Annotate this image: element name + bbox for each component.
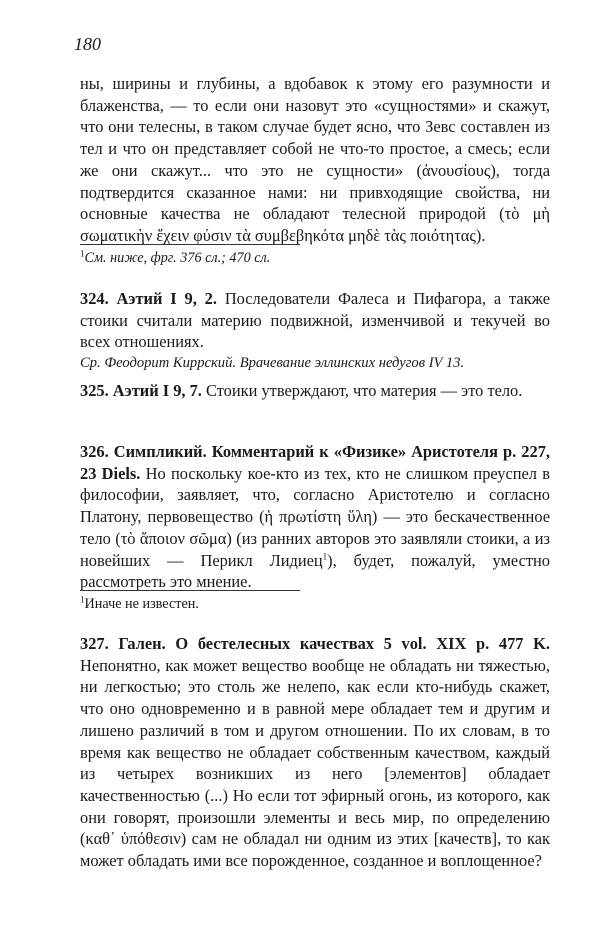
footnote xyxy=(80,249,550,268)
footnote-text: См. ниже, фрг. 376 сл.; 470 сл. xyxy=(84,250,271,266)
fragment-325-text: Стоики утверждают, что материя — это тело. xyxy=(206,381,523,400)
fragment-327 xyxy=(80,633,550,872)
continuation-paragraph xyxy=(80,73,550,247)
footnote-marker: 1 xyxy=(80,248,85,259)
footnote-2 xyxy=(80,595,550,614)
fragment-326-heading: 326. Симпликий. Комментарий к «Физике» Аристотеля p. 227, 23 Diels. xyxy=(80,442,550,483)
fragment-324-heading: 324. Аэтий I 9, 2. xyxy=(80,289,217,308)
fragment-326 xyxy=(80,441,550,593)
fragment-324-text: Последователи Фалеса и Пифагора, а также стоики считали материю подвижной, изменчивой и текучей во всех отношениях. xyxy=(80,289,550,352)
footnote-2-text: Иначе не известен. xyxy=(84,596,199,612)
fragment-324 xyxy=(80,288,550,373)
page-number: 180 xyxy=(74,34,101,54)
fragment-327-text: Непонятно, как может вещество вообще не обладать ни тяжестью, ни легкостью; это столь же нелепо, как если кто-нибудь скажет, что оно одновременно и в равной мере обладает тем и другим и лишено различий в том и другом отношении. По их словам, в то время как вещество не обладает собственным качеством, каждый из четырех возникших из него [элементов] обладает качественностью (...) Но если тот эфирный огонь, из которого, как они говорят, произошли элементы и весь мир, по определению (καθ᾽ ὑπόθεσιν) сам не обладал ни одним из этих [качеств], то как может обладать ими все порожденное, созданное и воплощенное? xyxy=(80,655,550,871)
fragment-325-heading: 325. Аэтий I 9, 7. xyxy=(80,381,202,400)
fragment-326-footnote-marker: 1 xyxy=(322,551,328,562)
fragment-324-paragraph xyxy=(80,288,550,353)
footnote-divider-2 xyxy=(80,590,300,591)
footnote-divider xyxy=(80,244,300,245)
fragment-324-reference: Ср. Феодорит Киррский. Врачевание эллинских недугов IV 13. xyxy=(80,355,465,372)
fragment-327-heading: 327. Гален. О бестелесных качествах 5 vol. XIX p. 477 K. xyxy=(80,634,550,653)
footnote-2-marker: 1 xyxy=(80,594,85,605)
continuation-text: ны, ширины и глубины, а вдобавок к этому его разумности и блаженства, — то если они назовут это «сущностями» и скажут, что они телесны, в таком случае будет ясно, что Зевс составлен из тел и что он представляет собой не что-то простое, а смесь; если же они скажут... что это не сущности» (ἀνουσίους), тогда подтвердится сказанное нами: ни привходящие свойства, ни основные качества не обладают телесной природой (τὸ μὴ σωματικὴν ἔχειν φύσιν τὰ συμβεβηκότα μηδὲ τὰς ποιότητας). xyxy=(80,74,550,245)
fragment-326-text-after: ), будет, пожалуй, уместно рассмотреть это мнение. xyxy=(80,550,550,592)
fragment-325 xyxy=(80,380,550,402)
fragment-326-text-before: Но поскольку кое-кто из тех, кто не слишком преуспел в философии, заявляет, что, согласно Аристотелю и согласно Платону, первовещество (ἡ πρωτίστη ὕλη) — это бескачественное тело (τὸ ἄποιον σῶμα) (из ранних авторов это заявляли стоики, а из новейших — Перикл Лидиец xyxy=(80,463,550,570)
